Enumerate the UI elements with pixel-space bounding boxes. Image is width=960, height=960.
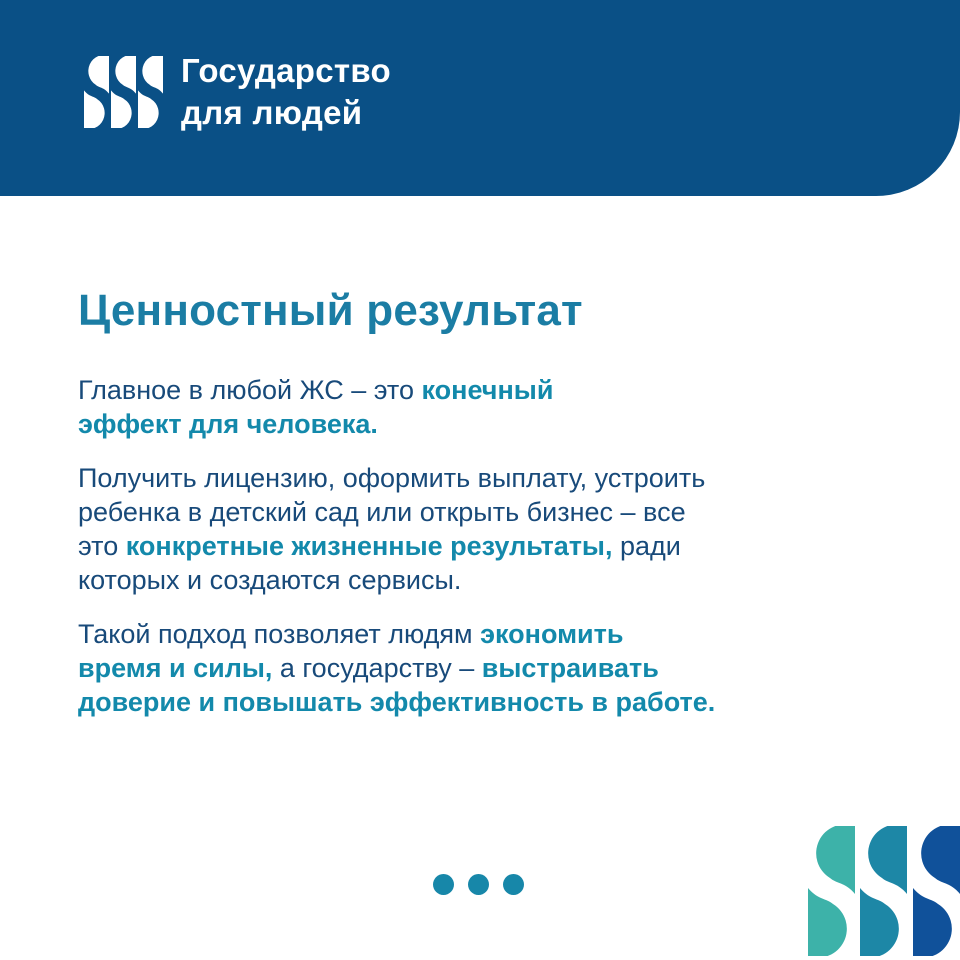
- text-line: [78, 407, 820, 441]
- logo-petal-unit: [138, 56, 163, 128]
- highlighted-text: экономить: [480, 619, 624, 649]
- text-line: [78, 495, 820, 529]
- regular-text: ребенка в детский сад или открыть бизнес – все: [78, 497, 686, 527]
- highlighted-text: конечный: [421, 375, 554, 405]
- pagination-dot: [468, 874, 489, 895]
- regular-text: Главное в любой ЖС – это: [78, 375, 422, 405]
- paragraph: [78, 617, 820, 719]
- text-line: [78, 563, 820, 597]
- body-text: [78, 373, 820, 719]
- brand-name-line1: Государство: [181, 52, 391, 89]
- text-line: [78, 461, 820, 495]
- logo-petal-unit: [84, 56, 109, 128]
- text-line: [78, 529, 820, 563]
- text-line: [78, 651, 820, 685]
- highlighted-text: время и силы,: [78, 653, 273, 683]
- pagination-dot: [503, 874, 524, 895]
- logo-petal-unit: [111, 56, 136, 128]
- corner-logo-icon: [808, 826, 960, 956]
- header-banner: [0, 0, 960, 196]
- highlighted-text: выстраивать: [481, 653, 659, 683]
- regular-text: это: [78, 531, 126, 561]
- paragraph: [78, 373, 820, 441]
- main-content: [78, 284, 820, 739]
- brand-name: [181, 50, 391, 134]
- brand-logo-icon: [84, 56, 163, 128]
- text-line: [78, 685, 820, 719]
- text-line: [78, 617, 820, 651]
- highlighted-text: доверие и повышать эффективность в работе.: [78, 687, 716, 717]
- regular-text: ради: [612, 531, 681, 561]
- highlighted-text: конкретные жизненные результаты,: [125, 531, 613, 561]
- pagination-dots: [433, 874, 524, 895]
- regular-text: а государству –: [272, 653, 482, 683]
- highlighted-text: эффект для человека.: [78, 409, 378, 439]
- pagination-dot: [433, 874, 454, 895]
- logo-petal-unit: [913, 826, 960, 956]
- logo-petal-unit: [860, 826, 907, 956]
- page-title: Ценностный результат: [78, 286, 583, 335]
- text-line: [78, 373, 820, 407]
- regular-text: Такой подход позволяет людям: [78, 619, 481, 649]
- logo-petal-unit: [808, 826, 855, 956]
- regular-text: которых и создаются сервисы.: [78, 565, 462, 595]
- paragraph: [78, 461, 820, 597]
- brand-name-line2: для людей: [181, 94, 363, 131]
- regular-text: Получить лицензию, оформить выплату, устроить: [78, 463, 706, 493]
